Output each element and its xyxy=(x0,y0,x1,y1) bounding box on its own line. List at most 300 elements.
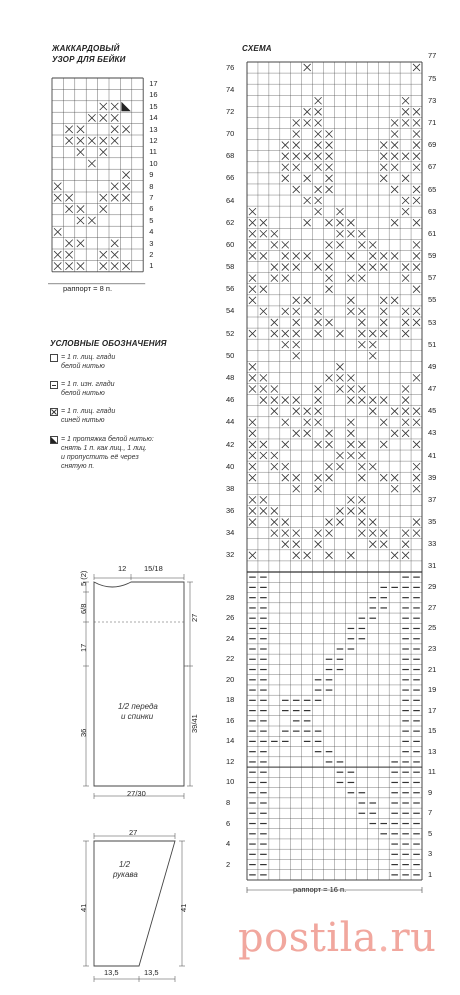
scheme-row-number-left: 66 xyxy=(226,173,235,183)
scheme-row-number-left: 10 xyxy=(226,777,235,787)
scheme-cross xyxy=(380,264,387,271)
legend-item-text: белой нитью xyxy=(61,363,105,370)
scheme-cross xyxy=(315,186,322,193)
scheme-cross xyxy=(380,142,387,149)
scheme-row-number-left: 14 xyxy=(226,736,235,746)
legend-item-text: снять 1 п. как лиц., 1 лиц. xyxy=(61,445,147,452)
scheme-cross xyxy=(315,385,322,392)
small-chart-row-number: 4 xyxy=(149,227,154,237)
scheme-row-number-left: 42 xyxy=(226,439,235,449)
scheme-cross xyxy=(282,142,289,149)
scheme-row-number-right: 53 xyxy=(428,317,437,327)
scheme-cross xyxy=(260,219,267,226)
legend-item-text: белой нитью xyxy=(61,390,105,397)
scheme-row-number-left: 34 xyxy=(226,528,235,538)
scheme-row-number-left: 58 xyxy=(226,262,235,272)
scheme-cross xyxy=(413,130,420,137)
scheme-row-number-right: 17 xyxy=(428,705,437,715)
scheme-cross xyxy=(260,252,267,259)
scheme-cross xyxy=(380,419,387,426)
small-chart-row-number: 15 xyxy=(149,101,158,111)
scheme-row-number-right: 19 xyxy=(428,685,437,695)
scheme-cross xyxy=(358,397,365,404)
scheme-cross xyxy=(271,275,278,282)
scheme-cross xyxy=(413,463,420,470)
small-chart-title-2: УЗОР ДЛЯ БЕЙКИ xyxy=(52,55,126,64)
scheme-cross xyxy=(271,385,278,392)
scheme-cross xyxy=(336,241,343,248)
sleeve-dim-left: 41 xyxy=(79,903,88,912)
scheme-row-number-left: 26 xyxy=(226,613,235,623)
scheme-cross xyxy=(293,153,300,160)
scheme-row-number-right: 11 xyxy=(428,767,436,777)
small-chart-row-number: 9 xyxy=(149,170,154,180)
scheme-row-number-right: 13 xyxy=(428,746,437,756)
scheme-cross xyxy=(260,308,267,315)
scheme-cross xyxy=(249,297,256,304)
scheme-cross xyxy=(402,408,409,415)
scheme-cross xyxy=(326,319,333,326)
scheme-cross xyxy=(402,175,409,182)
scheme-row-number-left: 38 xyxy=(226,483,235,493)
scheme-cross xyxy=(293,541,300,548)
scheme-cross xyxy=(380,474,387,481)
scheme-cross xyxy=(282,175,289,182)
small-chart-row-number: 17 xyxy=(149,79,158,88)
scheme-row-number-right: 27 xyxy=(428,602,437,612)
scheme-cross xyxy=(326,552,333,559)
scheme-cross xyxy=(402,530,409,537)
scheme-row-number-left: 74 xyxy=(226,84,235,94)
scheme-cross xyxy=(293,119,300,126)
scheme-cross xyxy=(369,330,376,337)
scheme-cross xyxy=(304,552,311,559)
scheme-cross xyxy=(293,485,300,492)
scheme-cross xyxy=(358,463,365,470)
scheme-row-number-right: 15 xyxy=(428,726,437,736)
scheme-cross xyxy=(402,308,409,315)
scheme-row-number-left: 50 xyxy=(226,350,235,360)
legend-item-text: и пропустить её через xyxy=(61,454,139,461)
scheme-cross xyxy=(315,541,322,548)
scheme-cross xyxy=(326,219,333,226)
scheme-cross xyxy=(347,230,354,237)
scheme-cross xyxy=(249,374,256,381)
scheme-cross xyxy=(413,408,420,415)
scheme-cross xyxy=(315,408,322,415)
scheme-cross xyxy=(369,541,376,548)
scheme-cross xyxy=(336,374,343,381)
scheme-cross xyxy=(293,252,300,259)
scheme-cross xyxy=(282,419,289,426)
scheme-cross xyxy=(249,363,256,370)
scheme-cross xyxy=(315,397,322,404)
scheme-row-number-left: 52 xyxy=(226,328,235,338)
scheme-cross xyxy=(315,264,322,271)
scheme-row-number-right: 37 xyxy=(428,494,437,504)
scheme-row-number-right: 63 xyxy=(428,206,437,216)
scheme-cross xyxy=(293,397,300,404)
body-pattern-label-2: и спинки xyxy=(121,712,154,721)
scheme-cross xyxy=(293,308,300,315)
postila-watermark-logo xyxy=(238,915,436,961)
scheme-cross xyxy=(358,330,365,337)
scheme-cross xyxy=(358,308,365,315)
scheme-cross xyxy=(402,397,409,404)
scheme-cross xyxy=(380,441,387,448)
scheme-row-number-right: 69 xyxy=(428,140,437,150)
scheme-cross xyxy=(326,175,333,182)
scheme-cross xyxy=(282,441,289,448)
scheme-cross xyxy=(347,507,354,514)
scheme-cross xyxy=(304,119,311,126)
scheme-cross xyxy=(380,319,387,326)
scheme-cross xyxy=(282,474,289,481)
scheme-cross xyxy=(347,452,354,459)
scheme-cross xyxy=(271,230,278,237)
small-chart-row-number: 8 xyxy=(149,181,154,191)
scheme-cross xyxy=(315,142,322,149)
scheme-cross xyxy=(391,485,398,492)
scheme-cross xyxy=(282,275,289,282)
scheme-row-number-left: 20 xyxy=(226,674,235,684)
scheme-cross xyxy=(326,153,333,160)
scheme-cross xyxy=(413,186,420,193)
scheme-cross xyxy=(271,397,278,404)
scheme-cross xyxy=(293,474,300,481)
scheme-cross xyxy=(402,197,409,204)
scheme-cross xyxy=(336,519,343,526)
scheme-row-number-right: 39 xyxy=(428,472,437,482)
scheme-cross xyxy=(326,252,333,259)
small-chart-row-number: 1 xyxy=(149,261,154,271)
scheme-cross xyxy=(249,430,256,437)
body-pattern-label-1: 1/2 переда xyxy=(118,702,158,711)
scheme-row-number-right: 47 xyxy=(428,384,437,394)
scheme-row-number-right: 61 xyxy=(428,228,437,238)
scheme-cross xyxy=(380,153,387,160)
scheme-cross xyxy=(249,230,256,237)
scheme-cross xyxy=(293,142,300,149)
body-dim-bottom: 27/30 xyxy=(127,789,146,798)
small-chart-row-number: 13 xyxy=(149,124,158,134)
scheme-cross xyxy=(347,275,354,282)
scheme-cross xyxy=(402,385,409,392)
scheme-cross xyxy=(326,441,333,448)
scheme-cross xyxy=(391,164,398,171)
sleeve-dim-right: 41 xyxy=(179,903,188,912)
scheme-cross xyxy=(391,153,398,160)
scheme-row-number-left: 16 xyxy=(226,715,235,725)
sleeve-label-1: 1/2 xyxy=(119,860,131,869)
scheme-cross xyxy=(358,241,365,248)
scheme-row-number-left: 56 xyxy=(226,284,235,294)
scheme-row-number-right: 71 xyxy=(428,117,437,127)
scheme-cross xyxy=(391,186,398,193)
small-chart-row-number: 2 xyxy=(149,250,154,259)
scheme-cross xyxy=(304,197,311,204)
scheme-cross xyxy=(336,330,343,337)
scheme-cross xyxy=(260,507,267,514)
scheme-cross xyxy=(271,330,278,337)
scheme-row-number-left: 36 xyxy=(226,506,235,516)
scheme-cross xyxy=(413,530,420,537)
scheme-row-number-right: 29 xyxy=(428,582,437,592)
scheme-cross xyxy=(271,507,278,514)
small-chart-row-number: 6 xyxy=(149,204,154,214)
scheme-cross xyxy=(293,430,300,437)
scheme-cross xyxy=(358,385,365,392)
scheme-cross xyxy=(358,519,365,526)
scheme-cross xyxy=(380,252,387,259)
scheme-cross xyxy=(304,408,311,415)
scheme-cross xyxy=(326,142,333,149)
scheme-repeat-label: раппорт = 16 п. xyxy=(293,885,347,894)
scheme-cross xyxy=(293,341,300,348)
scheme-row-number-right: 21 xyxy=(428,664,437,674)
scheme-cross xyxy=(304,153,311,160)
scheme-cross xyxy=(315,530,322,537)
scheme-row-number-right: 31 xyxy=(428,561,437,571)
scheme-cross xyxy=(326,374,333,381)
scheme-cross xyxy=(369,519,376,526)
scheme-cross xyxy=(315,164,322,171)
body-dim-right-39-41: 39/41 xyxy=(190,714,199,733)
scheme-cross xyxy=(282,308,289,315)
scheme-cross xyxy=(304,64,311,71)
scheme-cross xyxy=(358,452,365,459)
scheme-cross xyxy=(347,419,354,426)
scheme-cross xyxy=(358,264,365,271)
scheme-cross xyxy=(358,341,365,348)
scheme-cross xyxy=(336,363,343,370)
body-dim-6-8: 6/8 xyxy=(79,603,88,614)
scheme-row-number-right: 65 xyxy=(428,184,437,194)
scheme-cross xyxy=(271,530,278,537)
scheme-row-number-right: 45 xyxy=(428,406,437,416)
scheme-cross xyxy=(271,519,278,526)
scheme-cross xyxy=(271,264,278,271)
scheme-cross xyxy=(413,264,420,271)
scheme-cross xyxy=(402,552,409,559)
scheme-cross xyxy=(315,419,322,426)
scheme-cross xyxy=(315,208,322,215)
scheme-row-number-left: 12 xyxy=(226,756,235,766)
scheme-cross xyxy=(336,463,343,470)
scheme-row-number-left: 62 xyxy=(226,217,235,227)
scheme-cross xyxy=(282,341,289,348)
scheme-cross xyxy=(293,352,300,359)
sleeve-dim-bottom-left: 13,5 xyxy=(104,968,119,977)
scheme-row-number-right: 57 xyxy=(428,273,437,283)
scheme-cross xyxy=(282,397,289,404)
scheme-row-number-right: 51 xyxy=(428,339,437,349)
scheme-cross xyxy=(413,308,420,315)
scheme-cross xyxy=(282,541,289,548)
sleeve-label-2: рукава xyxy=(113,870,138,879)
scheme-cross xyxy=(402,153,409,160)
scheme-row-number-right: 25 xyxy=(428,623,437,633)
legend-item-text: = 1 протяжка белой нитью: xyxy=(61,436,154,443)
scheme-cross xyxy=(315,119,322,126)
scheme-row-number-left: 72 xyxy=(226,106,235,116)
scheme-cross xyxy=(369,252,376,259)
scheme-cross xyxy=(369,530,376,537)
scheme-row-number-right: 73 xyxy=(428,95,437,105)
scheme-row-number-right: 55 xyxy=(428,295,437,305)
scheme-cross xyxy=(249,507,256,514)
scheme-cross xyxy=(260,230,267,237)
watermark-right: ru xyxy=(390,915,437,961)
small-chart-row-number: 11 xyxy=(149,147,157,157)
scheme-cross xyxy=(304,175,311,182)
small-chart-repeat-label: раппорт = 8 п. xyxy=(63,284,113,293)
scheme-cross xyxy=(369,397,376,404)
scheme-cross xyxy=(304,430,311,437)
scheme-row-number-right: 5 xyxy=(428,828,433,838)
scheme-cross xyxy=(380,330,387,337)
scheme-cross xyxy=(271,408,278,415)
scheme-row-number-right: 7 xyxy=(428,808,433,818)
scheme-cross xyxy=(249,241,256,248)
scheme-cross xyxy=(293,130,300,137)
scheme-row-number-right: 1 xyxy=(428,869,433,879)
scheme-row-number-left: 28 xyxy=(226,592,235,602)
scheme-cross xyxy=(413,197,420,204)
scheme-title: СХЕМА xyxy=(242,44,272,53)
small-chart-row-number: 7 xyxy=(149,193,154,202)
scheme-cross xyxy=(413,474,420,481)
scheme-cross xyxy=(391,297,398,304)
scheme-cross xyxy=(293,552,300,559)
scheme-row-number-right: 41 xyxy=(428,450,437,460)
scheme-cross xyxy=(326,264,333,271)
scheme-cross xyxy=(336,208,343,215)
scheme-cross xyxy=(260,374,267,381)
scheme-row-number-right: 59 xyxy=(428,251,437,261)
scheme-cross xyxy=(413,241,420,248)
scheme-cross xyxy=(347,308,354,315)
scheme-cross xyxy=(282,530,289,537)
scheme-cross xyxy=(347,219,354,226)
scheme-row-number-left: 32 xyxy=(226,550,235,560)
scheme-cross xyxy=(249,275,256,282)
scheme-cross xyxy=(413,485,420,492)
watermark-left: postila xyxy=(238,915,378,961)
scheme-cross xyxy=(326,241,333,248)
scheme-cross xyxy=(249,286,256,293)
scheme-cross xyxy=(271,452,278,459)
scheme-cross xyxy=(380,297,387,304)
scheme-cross xyxy=(260,452,267,459)
scheme-cross xyxy=(249,441,256,448)
scheme-cross xyxy=(249,219,256,226)
scheme-cross xyxy=(413,108,420,115)
scheme-cross xyxy=(336,230,343,237)
legend-item-text: = 1 п. лиц. глади xyxy=(61,408,116,415)
scheme-cross xyxy=(260,286,267,293)
scheme-cross xyxy=(282,519,289,526)
scheme-cross xyxy=(402,541,409,548)
scheme-cross xyxy=(413,119,420,126)
scheme-cross xyxy=(315,130,322,137)
small-chart-row-number: 16 xyxy=(149,90,158,100)
scheme-cross xyxy=(326,130,333,137)
scheme-cross xyxy=(249,519,256,526)
scheme-cross xyxy=(249,208,256,215)
scheme-row-number-left: 48 xyxy=(226,372,235,382)
body-dim-neck: 12 xyxy=(118,564,127,573)
scheme-cross xyxy=(413,142,420,149)
scheme-cross xyxy=(358,474,365,481)
scheme-cross xyxy=(282,252,289,259)
scheme-cross xyxy=(249,496,256,503)
scheme-cross xyxy=(358,496,365,503)
body-dim-5-2: 5 (2) xyxy=(79,570,88,586)
scheme-cross xyxy=(293,264,300,271)
scheme-cross xyxy=(260,385,267,392)
scheme-cross xyxy=(293,530,300,537)
scheme-cross xyxy=(391,119,398,126)
scheme-cross xyxy=(402,275,409,282)
scheme-cross xyxy=(282,241,289,248)
scheme-cross xyxy=(293,164,300,171)
scheme-cross xyxy=(413,374,420,381)
scheme-cross xyxy=(315,197,322,204)
scheme-cross xyxy=(347,441,354,448)
scheme-cross xyxy=(369,408,376,415)
scheme-cross xyxy=(347,430,354,437)
scheme-cross xyxy=(347,552,354,559)
scheme-cross xyxy=(413,319,420,326)
scheme-cross xyxy=(347,496,354,503)
scheme-row-number-left: 8 xyxy=(226,798,231,807)
scheme-row-number-right: 43 xyxy=(428,428,437,438)
scheme-row-number-right: 35 xyxy=(428,517,437,527)
legend-item-text: = 1 п. лиц. глади xyxy=(61,354,116,361)
scheme-cross xyxy=(326,474,333,481)
scheme-row-number-right: 3 xyxy=(428,849,433,859)
scheme-cross xyxy=(249,385,256,392)
scheme-cross xyxy=(315,153,322,160)
scheme-row-number-left: 70 xyxy=(226,129,235,139)
scheme-row-number-left: 76 xyxy=(226,62,235,72)
scheme-row-number-right: 9 xyxy=(428,787,433,797)
scheme-cross xyxy=(380,308,387,315)
scheme-cross xyxy=(326,519,333,526)
scheme-cross xyxy=(315,319,322,326)
scheme-row-number-left: 44 xyxy=(226,417,235,427)
scheme-cross xyxy=(326,164,333,171)
legend-item-text: синей нитью xyxy=(61,417,105,424)
scheme-cross xyxy=(358,319,365,326)
scheme-cross xyxy=(315,330,322,337)
scheme-cross xyxy=(336,385,343,392)
scheme-cross xyxy=(336,219,343,226)
scheme-cross xyxy=(304,297,311,304)
legend-item-text: = 1 п. изн. глади xyxy=(61,381,115,388)
scheme-cross xyxy=(326,286,333,293)
scheme-cross xyxy=(369,352,376,359)
scheme-cross xyxy=(380,175,387,182)
scheme-cross xyxy=(315,97,322,104)
scheme-row-number-left: 54 xyxy=(226,306,235,316)
scheme-cross xyxy=(380,164,387,171)
scheme-cross xyxy=(326,275,333,282)
scheme-cross xyxy=(413,419,420,426)
scheme-cross xyxy=(249,552,256,559)
scheme-cross xyxy=(315,108,322,115)
